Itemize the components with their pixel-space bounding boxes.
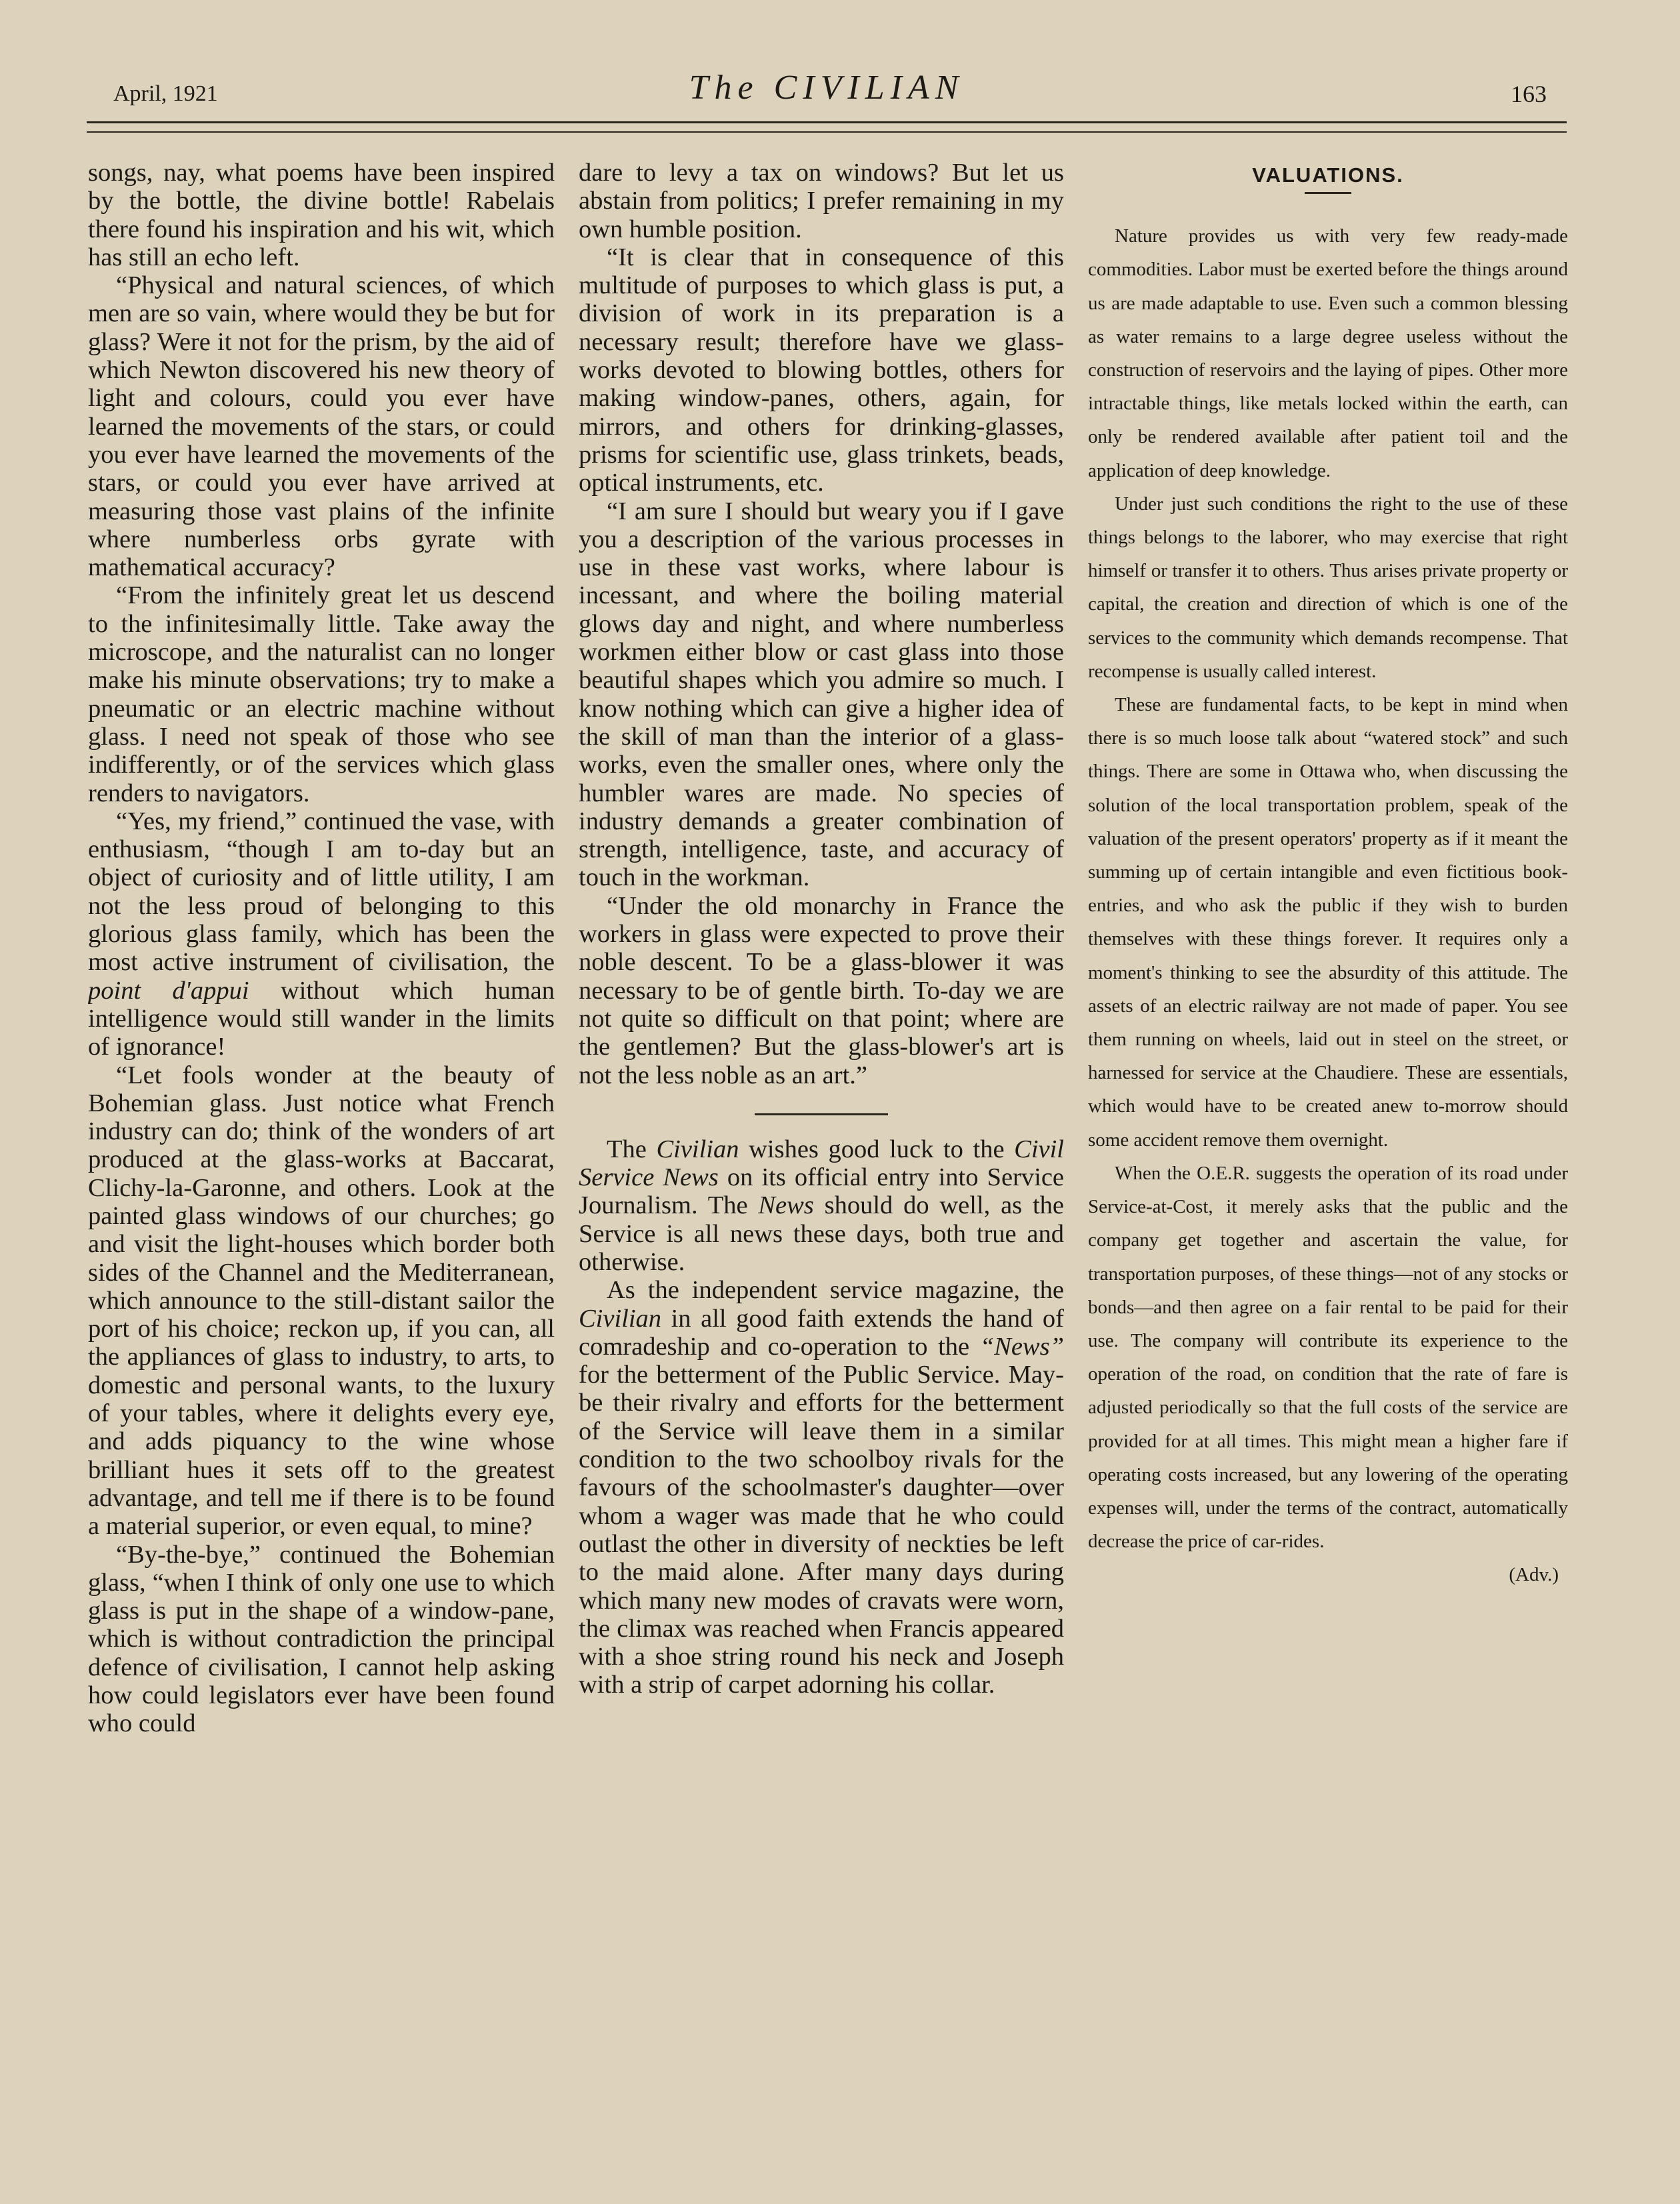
news-p1-csn-italic: Civil Service News xyxy=(579,1135,1064,1192)
col1-p4-italic-phrase: point d'appui xyxy=(88,976,249,1005)
col1-paragraph-1: songs, nay, what poems have been inspired by the bottle, the divine bottle! Rabelais there found his inspiration and his wit, which has still an echo left. xyxy=(88,159,555,271)
col1-p4-text-b: without which human intelligence would still wander in the limits of ignorance! xyxy=(88,976,555,1061)
header-double-rule xyxy=(87,121,1567,133)
col1-paragraph-5: “Let fools wonder at the beauty of Bohemian glass. Just notice what French industry can do; think of the wonders of art produced at the glass-works at Baccarat, Clichy-la-Garonne, and others. Look at the painted glass windows of our churches; go and visit the light-houses which border both sides of the Channel and the Mediterranean, which announce to the still-distant sailor the port of his choice; reckon up, if you can, all the appliances of glass to industry, to arts, to domestic and personal wants, to the luxury of your tables, where it delights every eye, and adds piquancy to the wine whose brilliant hues it sets off to the greatest advantage, and tell me if there is to be found a material superior, or even equal, to mine? xyxy=(88,1061,555,1541)
col1-p4-text-a: “Yes, my friend,” continued the vase, with enthusiasm, “though I am to-day but an object of curiosity and of little utility, I am not the less proud of belonging to this glorious glass family, which has been the most active instrument of civilisation, the xyxy=(88,807,555,977)
col1-paragraph-6: “By-the-bye,” continued the Bohemian glass, “when I think of only one use to which glass is put in the shape of a window-pane, which is without contradiction the principal defence of civilisation, I cannot help asking how could legislators ever have been found who could xyxy=(88,1540,555,1738)
column-3 xyxy=(1088,159,1568,2105)
issue-date: April, 1921 xyxy=(113,81,218,106)
news-paragraph-2 xyxy=(579,1276,1064,1699)
news-p1-text-a: The xyxy=(607,1135,657,1163)
news-p2-text-b: in all good faith extends the hand of comradeship and co-operation to the xyxy=(579,1304,1064,1361)
heading-rule xyxy=(1305,192,1351,194)
col2-paragraph-2: “It is clear that in consequence of this multitude of purposes to which glass is put, a division of work in its preparation is a necessary result; therefore have we glass-works devoted to blowing bottles, others for making window-panes, others, again, for mirrors, and others for drinking-glasses, prisms for scientific use, glass trinkets, beads, optical instruments, etc. xyxy=(579,243,1064,497)
col1-paragraph-3: “From the infinitely great let us descend to the infinitesimally little. Take away the microscope, and the naturalist can no longer make his minute observations; try to make a pneumatic or an electric machine without glass. I need not speak of those who see indifferently, or of the services which glass renders to navigators. xyxy=(88,581,555,807)
section-divider xyxy=(755,1113,888,1115)
advertisement-signoff: (Adv.) xyxy=(1509,1564,1559,1586)
news-p1-civilian-italic: Civilian xyxy=(656,1135,739,1163)
news-p1-text-c: on its official entry into Service Journalism. The xyxy=(579,1163,1064,1220)
magazine-title: The CIVILIAN xyxy=(689,69,965,107)
news-p1-news-italic: News xyxy=(758,1191,814,1220)
col1-paragraph-4 xyxy=(88,807,555,1061)
news-p1-text-d: should do well, as the Service is all news these days, both true and otherwise. xyxy=(579,1191,1064,1276)
col3-paragraph-2: Under just such conditions the right to the use of these things belongs to the laborer, who may exercise that right himself or transfer it to others. Thus arises private property or capital, the creation and direction of which is one of the services to the community which demands recompense. That recompense is usually called interest. xyxy=(1088,493,1568,682)
col2-paragraph-3: “I am sure I should but weary you if I gave you a description of the various processes in use in these vast works, where labour is incessant, and where the boiling material glows day and night, and where numberless workmen either blow or cast glass into those beautiful shapes which you admire so much. I know nothing which can give a higher idea of the skill of man than the interior of a glass-works, even the smaller ones, where only the humbler wares are made. No species of industry demands a greater combination of strength, intelligence, taste, and accuracy of touch in the workman. xyxy=(579,497,1064,892)
news-p2-text-c: for the betterment of the Public Service. May-be their rivalry and efforts for the betterment of the Service will leave them in a similar condition to the two schoolboy rivals for the favours of the schoolmaster's daughter—over whom a wager was made that he who could outlast the other in diversity of neckties be left to the maid alone. After many days during which many new modes of cravats were worn, the climax was reached when Francis appeared with a shoe string round his neck and Joseph with a strip of carpet adorning his collar. xyxy=(579,1361,1064,1699)
col3-paragraph-1: Nature provides us with very few ready-made commodities. Labor must be exerted before the things around us are made adaptable to use. Even such a common blessing as water remains to a large degree useless without the construction of reservoirs and the laying of pipes. Other more intractable things, like metals locked within the earth, can only be rendered available after patient toil and the application of deep knowledge. xyxy=(1088,225,1568,481)
news-p2-news-italic: “News” xyxy=(979,1332,1064,1361)
valuations-heading: VALUATIONS. xyxy=(1252,163,1404,187)
running-head xyxy=(87,67,1567,120)
col2-paragraph-4: “Under the old monarchy in France the workers in glass were expected to prove their noble descent. To be a glass-blower it was necessary to be of gentle birth. To-day we are not quite so difficult on that point; where are the gentlemen? But the glass-blower's art is not the less noble as an art.” xyxy=(579,891,1064,1089)
col1-paragraph-2: “Physical and natural sciences, of which men are so vain, where would they be but for glass? Were it not for the prism, by the aid of which Newton discovered his new theory of light and colours, could you ever have learned the movements of the stars, or could you ever have learned the movements of the stars, or could you ever have arrived at measuring those vast plains of the infinite where numberless orbs gyrate with mathematical accuracy? xyxy=(88,271,555,582)
col3-paragraph-3: These are fundamental facts, to be kept in mind when there is so much loose talk about “watered stock” and such things. There are some in Ottawa who, when discussing the solution of the local transportation problem, speak of the valuation of the present operators' property as if it meant the summing up of certain intangible and even fictitious book-entries, and who ask the public if they wish to burden themselves with these things forever. It requires only a moment's thinking to see the absurdity of this attitude. The assets of an electric railway are not made of paper. You see them running on wheels, laid out in steel on the street, or harnessed for service at the Chaudiere. These are essentials, which would have to be created anew to-morrow should some accident remove them overnight. xyxy=(1088,694,1568,1151)
column-1 xyxy=(88,159,555,2105)
col3-paragraph-4: When the O.E.R. suggests the operation of its road under Service-at-Cost, it merely asks that the public and the company get together and ascertain the value, for transportation purposes, of these things—not of any stocks or bonds—and then agree on a fair rental to be paid for their use. The company will contribute its experience to the operation of the road, on condition that the rate of fare is adjusted periodically so that the full costs of the service are provided for at all times. This might mean a higher fare if operating costs increased, but any lowering of the operating expenses will, under the terms of the contract, automatically decrease the price of car-rides. xyxy=(1088,1162,1568,1553)
page-number: 163 xyxy=(1511,81,1547,107)
news-paragraph-1 xyxy=(579,1135,1064,1276)
column-2 xyxy=(579,159,1064,2105)
news-p1-text-b: wishes good luck to the xyxy=(739,1135,1015,1163)
news-p2-text-a: As the independent service magazine, the xyxy=(607,1276,1064,1305)
col2-paragraph-1: dare to levy a tax on windows? But let us abstain from politics; I prefer remaining in my own humble position. xyxy=(579,159,1064,243)
news-p2-civilian-italic: Civilian xyxy=(579,1304,662,1333)
